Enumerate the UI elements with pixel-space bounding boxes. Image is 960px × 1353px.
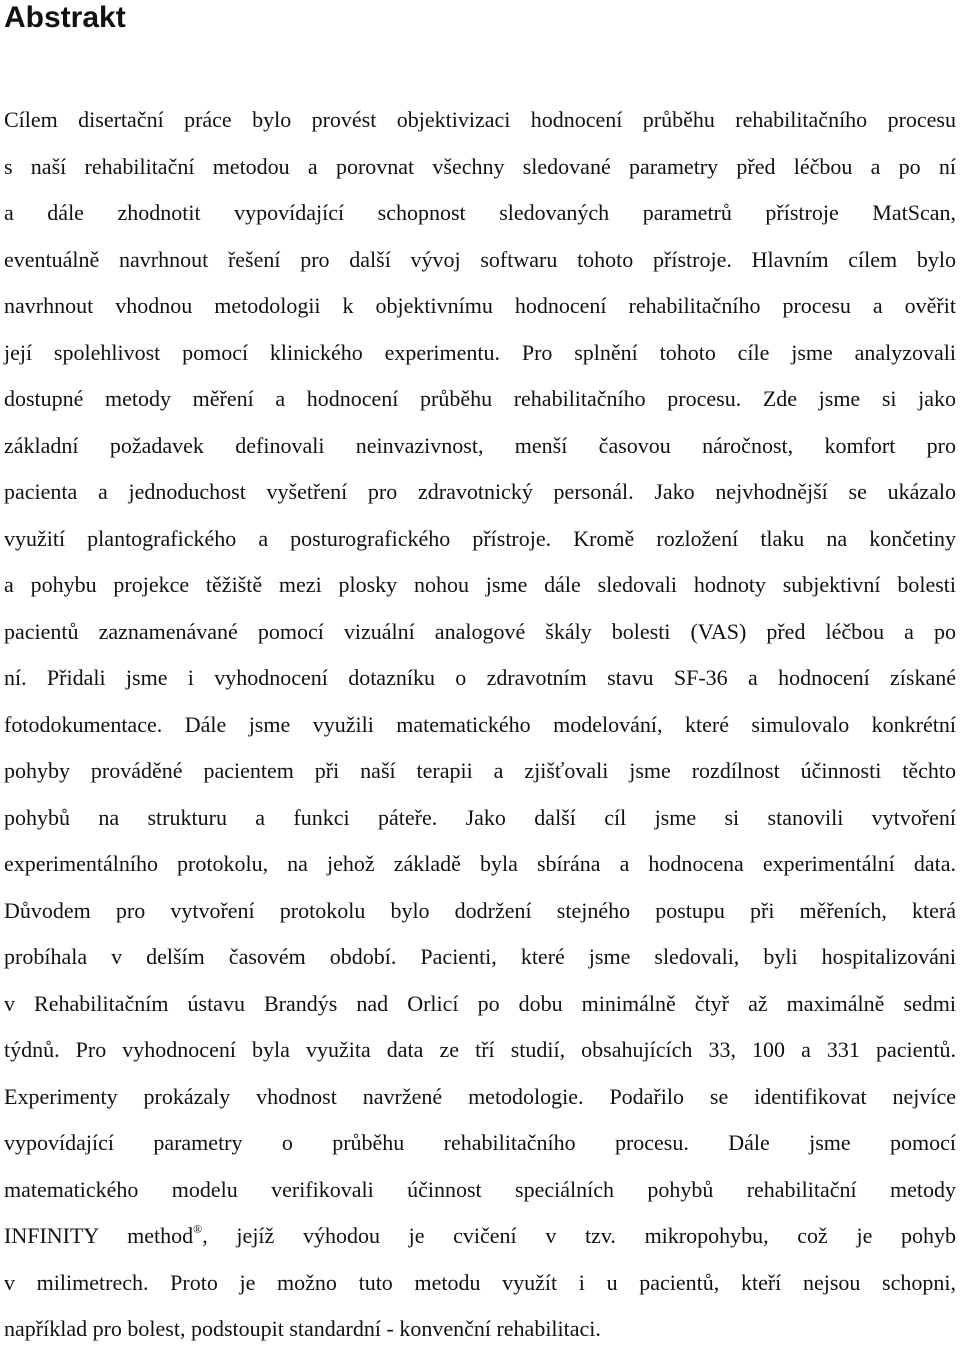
text-line: fotodokumentace. Dále jsme využili matematického modelování, které simulovalo konkrétní bbox=[4, 711, 956, 737]
text-line: eventuálně navrhnout řešení pro další vývoj softwaru tohoto přístroje. Hlavním cílem bylo bbox=[4, 246, 956, 272]
text-line: matematického modelu verifikovali účinnost speciálních pohybů rehabilitační metody bbox=[4, 1176, 956, 1202]
text-line: pohyby prováděné pacientem při naší terapii a zjišťovali jsme rozdílnost účinnosti těchto bbox=[4, 758, 956, 783]
text-line: ní. Přidali jsme i vyhodnocení dotazníku o zdravotním stavu SF-36 a hodnocení získané bbox=[4, 665, 956, 690]
text-line: s naší rehabilitační metodou a porovnat všechny sledované parametry před léčbou a po ní bbox=[4, 153, 956, 179]
page-title: Abstrakt bbox=[4, 1, 126, 34]
text-line: dostupné metody měření a hodnocení průběhu rehabilitačního procesu. Zde jsme si jako bbox=[4, 386, 956, 411]
text-line: vypovídající parametry o průběhu rehabilitačního procesu. Dále jsme pomocí bbox=[4, 1130, 956, 1155]
text-line: pacienta a jednoduchost vyšetření pro zdravotnický personál. Jako nejvhodnější se ukázalo bbox=[4, 479, 956, 504]
abstract-paragraph bbox=[4, 97, 956, 1353]
registered-trademark-symbol: ® bbox=[193, 1222, 203, 1236]
text-line: její spolehlivost pomocí klinického experimentu. Pro splnění tohoto cíle jsme analyzovali bbox=[4, 339, 956, 365]
text-line: experimentálního protokolu, na jehož základě byla sbírána a hodnocena experimentální data. bbox=[4, 851, 956, 876]
text-line: a dále zhodnotit vypovídající schopnost sledovaných parametrů přístroje MatScan, bbox=[4, 200, 956, 225]
text-line: pacientů zaznamenávané pomocí vizuální analogové škály bolesti (VAS) před léčbou a po bbox=[4, 618, 956, 644]
text-line: pohybů na strukturu a funkci páteře. Jako další cíl jsme si stanovili vytvoření bbox=[4, 804, 956, 830]
text-line: týdnů. Pro vyhodnocení byla využita data ze tří studií, obsahujících 33, 100 a 331 pacientů. bbox=[4, 1037, 956, 1062]
text-line: základní požadavek definovali neinvazivnost, menší časovou náročnost, komfort pro bbox=[4, 432, 956, 458]
text-line: navrhnout vhodnou metodologii k objektivnímu hodnocení rehabilitačního procesu a ověřit bbox=[4, 293, 956, 318]
infinity-method-text: INFINITY method bbox=[4, 1223, 194, 1248]
text-line-infinity bbox=[4, 1213, 956, 1260]
text-line-last: například pro bolest, podstoupit standardní - konvenční rehabilitaci. bbox=[4, 1316, 601, 1341]
text-line: probíhala v delším časovém období. Pacienti, které jsme sledovali, byli hospitalizováni bbox=[4, 944, 956, 969]
text-line-continuation: , jejíž výhodou je cvičení v tzv. mikropohybu, což je pohyb bbox=[202, 1223, 956, 1248]
text-line: v Rehabilitačním ústavu Brandýs nad Orlicí po dobu minimálně čtyř až maximálně sedmi bbox=[4, 990, 956, 1016]
text-line: a pohybu projekce těžiště mezi plosky nohou jsme dále sledovali hodnoty subjektivní bolesti bbox=[4, 572, 956, 597]
text-line: Důvodem pro vytvoření protokolu bylo dodržení stejného postupu při měřeních, která bbox=[4, 897, 956, 923]
text-line: Cílem disertační práce bylo provést objektivizaci hodnocení průběhu rehabilitačního procesu bbox=[4, 107, 956, 132]
text-line: Experimenty prokázaly vhodnost navržené metodologie. Podařilo se identifikovat nejvíce bbox=[4, 1083, 956, 1109]
text-line: v milimetrech. Proto je možno tuto metodu využít i u pacientů, kteří nejsou schopni, bbox=[4, 1269, 956, 1295]
text-line: využití plantografického a posturografického přístroje. Kromě rozložení tlaku na končetiny bbox=[4, 525, 956, 551]
